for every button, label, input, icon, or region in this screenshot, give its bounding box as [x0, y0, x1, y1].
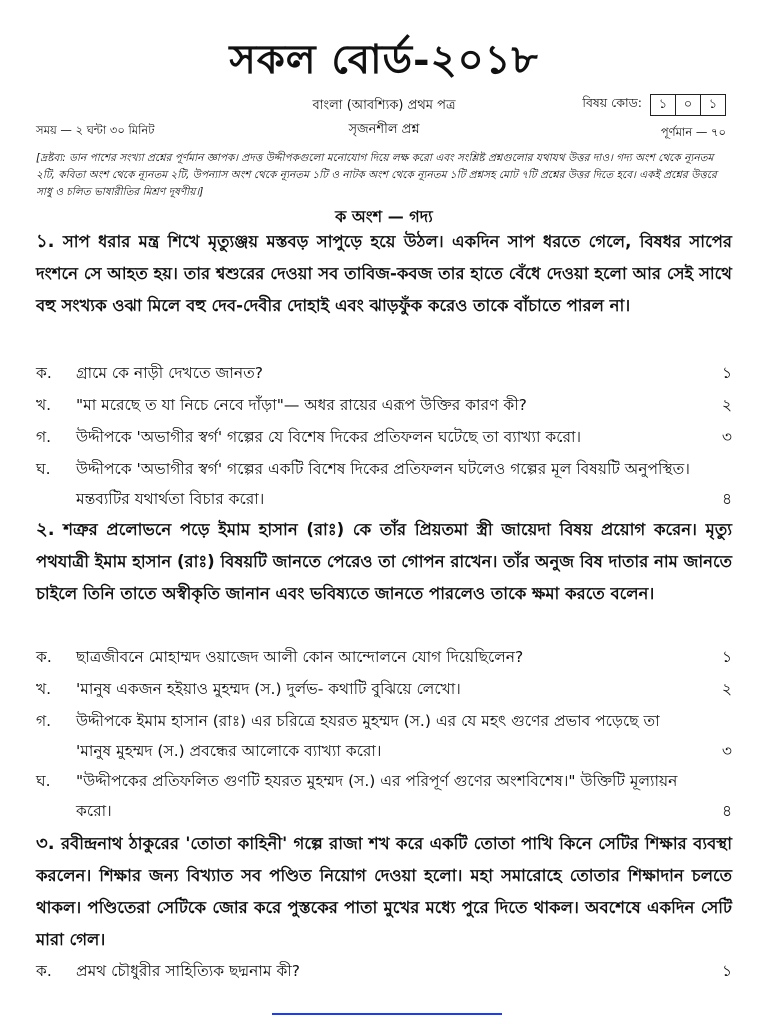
code-digit: ১: [651, 95, 676, 115]
sub-question-text: "উদ্দীপকের প্রতিফলিত গুণটি হযরত মুহম্মদ (স.) এর পরিপূর্ণ গুণের অংশবিশেষ।" উক্তিটি মূল্যায়ন করো।: [76, 772, 678, 820]
sub-question-marks: ২: [721, 396, 732, 414]
sub-question-label: খ.: [36, 396, 52, 414]
sub-question-marks: ২: [721, 680, 732, 698]
question-text: রবীন্দ্রনাথ ঠাকুরের 'তোতা কাহিনী' গল্পে রাজা শখ করে একটি তোতা পাখি কিনে সেটির শিক্ষার ব্যবস্থা করলেন। শিক্ষার জন্য বিখ্যাত সব পণ্ডিত নিয়োগ দেওয়া হলো। মহা সমারোহে তোতার শিক্ষাদান চলতে থাকল। পণ্ডিতেরা সেটিকে জোর করে পুস্তকের পাতা মুখের মধ্যে পুরে দিতে থাকল। অবশেষে একদিন সেটি মারা গেল।: [36, 834, 732, 949]
question-stem: [36, 514, 732, 610]
sub-question: [36, 956, 732, 986]
subject-code-label: বিষয় কোড:: [582, 95, 642, 110]
code-digit: ১: [708, 96, 718, 112]
question-stem: [36, 226, 732, 322]
sub-question-text: ছাত্রজীবনে মোহাম্মদ ওয়াজেদ আলী কোন আন্দোলনে যোগ দিয়েছিলেন?: [76, 648, 524, 666]
sub-question-text: উদ্দীপকে 'অভাগীর স্বর্গ' গল্পের যে বিশেষ দিকের প্রতিফলন ঘটেছে তা ব্যাখ্যা করো।: [76, 428, 582, 446]
sub-question: [36, 766, 732, 826]
sub-question-label: গ.: [36, 712, 52, 730]
sub-question-marks: ১: [721, 962, 732, 980]
sub-question-label: গ.: [36, 428, 52, 446]
sub-question-text: উদ্দীপকে 'অভাগীর স্বর্গ' গল্পের একটি বিশেষ দিকের প্রতিফলন ঘটলেও গল্পের মূল বিষয়টি অনুপস্থিত। মন্তব্যটির যথার্থতা বিচার করো।: [76, 460, 690, 508]
sub-question-marks: ১: [721, 364, 732, 382]
footer-divider: [272, 1013, 502, 1015]
sub-question-label: ঘ.: [36, 460, 51, 478]
question-text: সাপ ধরার মন্ত্র শিখে মৃত্যুঞ্জয় মস্তবড় সাপুড়ে হয়ে উঠল। একদিন সাপ ধরতে গেলে, বিষধর সাপের দংশনে সে আহত হয়। তার শ্বশুরের দেওয়া সব তাবিজ-কবজ তার হাতে বেঁধে দেওয়া হলো আর সেই সাথে বহু সংখ্যক ওঝা মিলে বহু দেব-দেবীর দোহাই এবং ঝাড়ফুঁক করেও তাকে বাঁচাতে পারল না।: [36, 232, 732, 315]
question-number: ২.: [36, 519, 55, 540]
sub-question: [36, 642, 732, 672]
sub-question-marks: ৪: [721, 802, 732, 820]
sub-question-text: গ্রামে কে নাড়ী দেখতে জানত?: [76, 364, 263, 382]
sub-question-marks: ১: [721, 648, 732, 666]
sub-question-label: খ.: [36, 680, 52, 698]
sub-question-text: উদ্দীপকে ইমাম হাসান (রাঃ) এর চরিত্রে হযরত মুহম্মদ (স.) এর যে মহৎ গুণের প্রভাব পড়েছে তা 'মানুষ মুহম্মদ (স.) প্রবন্ধের আলোকে ব্যাখ্যা করো।: [76, 712, 660, 760]
full-marks: পূর্ণমান — ৭০: [660, 125, 726, 139]
sub-question: [36, 454, 732, 514]
subject-code-boxes: [650, 94, 726, 116]
question-number: ১.: [36, 231, 55, 252]
question-text: শত্রুর প্রলোভনে পড়ে ইমাম হাসান (রাঃ) কে তাঁর প্রিয়তমা স্ত্রী জায়েদা বিষয় প্রয়োগ করেন। মৃত্যু পথযাত্রী ইমাম হাসান (রাঃ) বিষয়টি জানতে পেরেও তা গোপন রাখেন। তাঁর অনুজ বিষ দাতার নাম জানতে চাইলে তিনি তাতে অস্বীকৃতি জানান এবং ভবিষ্যতে জানতে পারলেও তাকে ক্ষমা করতে বলেন।: [36, 520, 732, 603]
sub-question-label: ক.: [36, 962, 52, 980]
page-title: সকল বোর্ড-২০১৮: [229, 36, 539, 83]
sub-question: [36, 358, 732, 388]
sub-question: [36, 674, 732, 704]
exam-time: সময় — ২ ঘন্টা ৩০ মিনিট: [36, 123, 155, 137]
instructions-note: [দ্রষ্টব্য: ডান পাশের সংখ্যা প্রশ্নের পূর্ণমান জ্ঞাপক। প্রদত্ত উদ্দীপকগুলো মনোযোগ দিয়ে লক্ষ করো এবং সংশ্লিষ্ট প্রশ্নগুলোর যথাযথ উত্তর দাও। গদ্য অংশ থেকে ন্যূনতম ২টি, কবিতা অংশ থেকে ন্যূনতম ২টি, উপন্যাস অংশ থেকে ন্যূনতম ১টি ও নাটক অংশ থেকে ন্যূনতম ১টি প্রশ্নসহ মোট ৭টি প্রশ্নের উত্তর দিতে হবে। একই প্রশ্নের উত্তরে সাধু ও চলিত ভাষারীতির মিশ্রণ দূষণীয়।]: [36, 152, 717, 198]
sub-question: [36, 390, 732, 420]
sub-question-label: ঘ.: [36, 772, 51, 790]
sub-question: [36, 706, 732, 766]
code-digit: ০: [676, 95, 701, 115]
sub-question-text: প্রমথ চৌধুরীর সাহিত্যিক ছদ্মনাম কী?: [76, 962, 300, 980]
sub-question-text: 'মানুষ একজন হইয়াও মুহম্মদ (স.) দুর্লভ- কথাটি বুঝিয়ে লেখো।: [76, 680, 461, 698]
sub-question-marks: ৩: [721, 742, 732, 760]
sub-question: [36, 422, 732, 452]
question-stem: [36, 828, 732, 956]
sub-question-label: ক.: [36, 364, 52, 382]
section-title: ক অংশ — গদ্য: [335, 207, 433, 226]
paper-type: সৃজনশীল প্রশ্ন: [348, 122, 420, 137]
subject-code: [582, 94, 726, 116]
question-number: ৩.: [36, 833, 55, 854]
sub-question-text: "মা মরেছে ত যা নিচে নেবে দাঁড়া"— অধর রায়ের এরূপ উক্তির কারণ কী?: [76, 396, 527, 414]
sub-question-label: ক.: [36, 648, 52, 666]
subject-name: বাংলা (আবশ্যিক) প্রথম পত্র: [312, 98, 456, 113]
sub-question-marks: ৪: [721, 490, 732, 508]
sub-question-marks: ৩: [721, 428, 732, 446]
